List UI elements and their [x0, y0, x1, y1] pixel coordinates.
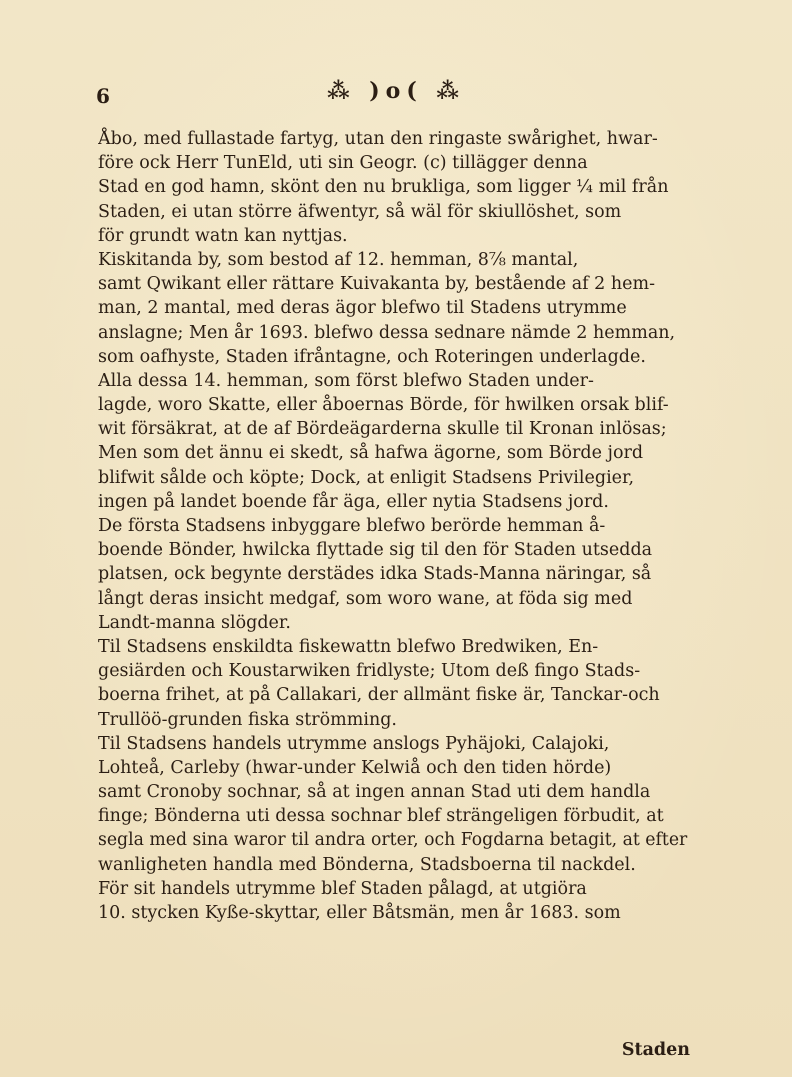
text-line: Lohteå, Carleby (hwar-under Kelwiå och den tiden hörde)	[98, 757, 612, 778]
text-line: Staden, ei utan större äfwentyr, så wäl för skiullöshet, som	[98, 201, 622, 222]
text-line: Til Stadsens handels utrymme anslogs Pyhäjoki, Calajoki,	[98, 733, 610, 754]
text-line: som oafhyste, Staden ifråntagne, och Roteringen underlagde.	[98, 346, 646, 367]
text-line: finge; Bönderna uti dessa sochnar blef strängeligen förbudit, at	[98, 806, 664, 827]
text-line: Kiskitanda by, som bestod af 12. hemman, 8⅞ mantal,	[98, 249, 579, 270]
text-line: wanligheten handla med Bönderna, Stadsboerna til nackdel.	[98, 854, 636, 875]
text-line: man, 2 mantal, med deras ägor blefwo til Stadens utrymme	[98, 298, 627, 319]
header-ornament: ⁂ )o( ⁂	[327, 78, 465, 104]
text-line: lagde, woro Skatte, eller åboernas Börde, för hwilken orsak blif-	[98, 395, 669, 416]
text-line: anslagne; Men år 1693. blefwo dessa sednare nämde 2 hemman,	[98, 322, 676, 343]
text-line: 10. stycken Kyße-skyttar, eller Båtsmän, men år 1683. som	[98, 903, 621, 923]
catchword: Staden	[621, 1040, 690, 1060]
text-line: boerna frihet, at på Callakari, der allmänt fiske är, Tanckar-och	[98, 685, 660, 706]
text-line: långt deras insicht medgaf, som woro wane, at föda sig med	[98, 588, 633, 609]
text-line: boende Bönder, hwilcka flyttade sig til den för Staden utsedda	[98, 540, 653, 561]
text-line: De första Stadsens inbyggare blefwo berörde hemman å-	[98, 516, 606, 536]
text-line: Men som det ännu ei skedt, så hafwa ägorne, som Börde jord	[98, 443, 644, 464]
text-line: gesiärden och Koustarwiken fridlyste; Utom deß fingo Stads-	[98, 661, 641, 682]
text-line: ingen på landet boende får äga, eller nytia Stadsens jord.	[98, 491, 609, 512]
text-line: Åbo, med fullastade fartyg, utan den ringaste swårighet, hwar-	[98, 129, 658, 149]
text-line: för grundt watn kan nyttjas.	[98, 225, 348, 246]
body-text	[98, 127, 690, 925]
text-line: platsen, ock begynte derstädes idka Stads-Manna näringar, så	[98, 564, 652, 585]
text-line: Stad en god hamn, skönt den nu brukliga, som ligger ¼ mil från	[98, 177, 669, 198]
text-line: Landt-manna slögder.	[98, 612, 291, 633]
text-line: samt Cronoby sochnar, så at ingen annan Stad uti dem handla	[98, 782, 651, 803]
text-line: samt Qwikant eller rättare Kuivakanta by, bestående af 2 hem-	[98, 274, 656, 295]
text-line: Til Stadsens enskildta fiskewattn blefwo Bredwiken, En-	[98, 636, 599, 657]
text-line: Trullöö-grunden fiska strömming.	[98, 709, 397, 730]
page-header	[96, 78, 696, 118]
text-line: segla med sina waror til andra orter, och Fogdarna betagit, at efter	[98, 830, 688, 851]
text-line: wit försäkrat, at de af Bördeägarderna skulle til Kronan inlösas;	[98, 419, 667, 440]
text-line: Alla dessa 14. hemman, som först blefwo Staden under-	[98, 370, 594, 391]
text-line: blifwit sålde och köpte; Dock, at enligit Stadsens Privilegier,	[98, 467, 635, 488]
page-number: 6	[96, 84, 110, 108]
text-line: före ock Herr TunEld, uti sin Geogr. (c) tillägger denna	[98, 153, 588, 174]
text-line: För sit handels utrymme blef Staden pålagd, at utgiöra	[98, 878, 587, 899]
